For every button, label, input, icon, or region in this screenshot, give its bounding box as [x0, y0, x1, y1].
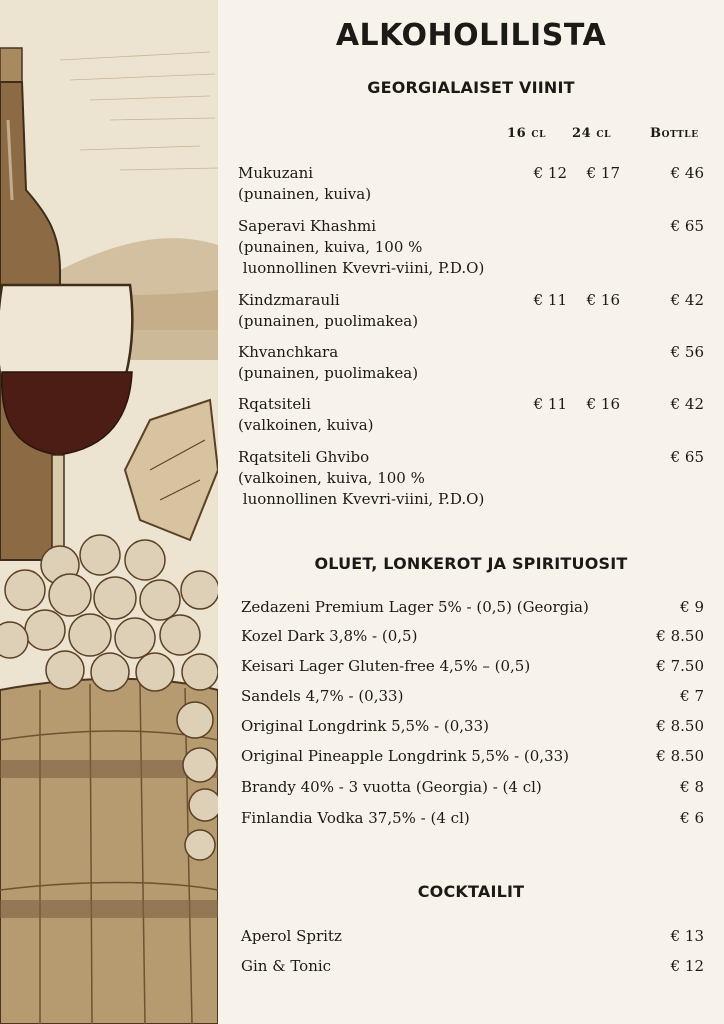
- list-item: [241, 627, 704, 645]
- list-item: [241, 927, 704, 945]
- price-24cl: € 16: [586, 395, 620, 413]
- wine-bottle-glass-grapes-barrel-illustration: [0, 0, 218, 1024]
- section-heading-beers: OLUET, LONKEROT JA SPIRITUOSIT: [314, 554, 628, 573]
- wine-note: luonnollinen Kvevri-viini, P.D.O): [238, 490, 485, 508]
- wine-item-mukuzani: [238, 163, 704, 205]
- item-price: € 8.50: [656, 627, 704, 645]
- wine-note: (punainen, kuiva, 100 %: [238, 238, 423, 256]
- wine-item-kindzmarauli: [238, 290, 704, 332]
- wine-note: (valkoinen, kuiva): [238, 416, 374, 434]
- wine-name: Khvanchkara: [238, 343, 339, 361]
- section-heading-cocktails: COCKTAILIT: [417, 882, 525, 901]
- wine-item-rqatsiteli-ghvibo: [238, 447, 704, 510]
- item-price: € 7.50: [656, 657, 704, 675]
- list-item: [241, 778, 704, 796]
- item-name: Gin & Tonic: [241, 957, 332, 975]
- wine-name: Rqatsiteli Ghvibo: [238, 448, 370, 466]
- price-16cl: € 12: [533, 164, 567, 182]
- wine-name: Mukuzani: [238, 164, 314, 182]
- item-price: € 8: [680, 778, 704, 796]
- wine-note: (valkoinen, kuiva, 100 %: [238, 469, 425, 487]
- wine-name: Kindzmarauli: [238, 291, 340, 309]
- price-bottle: € 46: [670, 164, 704, 182]
- wine-note: (punainen, puolimakea): [238, 312, 419, 330]
- item-name: Kozel Dark 3,8% - (0,5): [241, 627, 418, 645]
- price-16cl: € 11: [533, 395, 567, 413]
- list-item: [241, 717, 704, 735]
- list-item: [241, 957, 704, 975]
- item-name: Keisari Lager Gluten-free 4,5% – (0,5): [241, 657, 531, 675]
- page-title: ALKOHOLILISTA: [335, 18, 607, 53]
- wine-note: (punainen, puolimakea): [238, 364, 419, 382]
- wine-note: (punainen, kuiva): [238, 185, 372, 203]
- price-bottle: € 42: [670, 395, 704, 413]
- list-item: [241, 657, 704, 675]
- item-price: € 9: [680, 598, 704, 616]
- column-head-bottle: Bottle: [650, 126, 699, 141]
- column-head-24cl: 24 cl: [572, 126, 612, 141]
- wine-name: Saperavi Khashmi: [238, 217, 377, 235]
- list-item: [241, 747, 704, 765]
- price-bottle: € 65: [670, 217, 704, 235]
- item-name: Brandy 40% - 3 vuotta (Georgia) - (4 cl): [241, 778, 542, 796]
- item-name: Original Pineapple Longdrink 5,5% - (0,33): [241, 747, 570, 765]
- price-bottle: € 42: [670, 291, 704, 309]
- item-name: Aperol Spritz: [241, 927, 342, 945]
- item-price: € 8.50: [656, 717, 704, 735]
- wine-name: Rqatsiteli: [238, 395, 311, 413]
- item-name: Zedazeni Premium Lager 5% - (0,5) (Georgia): [241, 598, 589, 616]
- item-name: Finlandia Vodka 37,5% - (4 cl): [241, 809, 470, 827]
- list-item: [241, 809, 704, 827]
- item-price: € 7: [680, 687, 704, 705]
- price-16cl: € 11: [533, 291, 567, 309]
- price-bottle: € 65: [670, 448, 704, 466]
- price-24cl: € 17: [586, 164, 620, 182]
- item-price: € 13: [670, 927, 704, 945]
- wine-illustration: [0, 0, 218, 1024]
- wine-item-saperavi-khashmi: [238, 216, 704, 279]
- menu-content: [218, 0, 724, 1024]
- wine-item-khvanchkara: [238, 342, 704, 384]
- section-heading-wines: GEORGIALAISET VIINIT: [367, 78, 575, 97]
- wine-item-rqatsiteli: [238, 394, 704, 436]
- list-item: [241, 687, 704, 705]
- item-price: € 6: [680, 809, 704, 827]
- item-name: Original Longdrink 5,5% - (0,33): [241, 717, 489, 735]
- wine-note: luonnollinen Kvevri-viini, P.D.O): [238, 259, 485, 277]
- price-bottle: € 56: [670, 343, 704, 361]
- item-price: € 12: [670, 957, 704, 975]
- item-price: € 8.50: [656, 747, 704, 765]
- column-head-16cl: 16 cl: [507, 126, 547, 141]
- item-name: Sandels 4,7% - (0,33): [241, 687, 404, 705]
- price-24cl: € 16: [586, 291, 620, 309]
- list-item: [241, 598, 704, 616]
